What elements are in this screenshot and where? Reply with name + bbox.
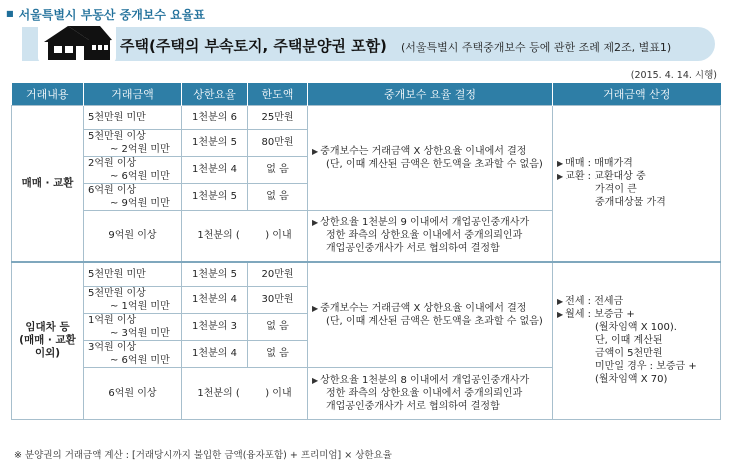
- arrow-icon: ▶: [557, 172, 564, 182]
- amount-cell: 6억원 이상: [84, 367, 182, 419]
- amount-cell: 6억원 이상 ~ 9억원 미만: [84, 183, 182, 210]
- limit-cell: 20만원: [248, 262, 308, 286]
- decision-cell: ▶ 중개보수는 거래금액 X 상한요율 이내에서 결정 (단, 이때 계산된 금액은 한도액을 초과할 수 없음): [308, 105, 553, 210]
- header-limit: 한도액: [248, 83, 308, 105]
- header-amount: 거래금액: [84, 83, 182, 105]
- page-title: [6, 6, 205, 23]
- table-row: [12, 262, 721, 286]
- table-row: [12, 105, 721, 129]
- rate-cell: 1천분의 4: [182, 156, 248, 183]
- limit-cell: 없 음: [248, 313, 308, 340]
- banner-title: 주택(주택의 부속토지, 주택분양권 포함): [120, 37, 387, 55]
- amount-cell: 9억원 이상: [84, 210, 182, 262]
- rate-cell: 1천분의 3: [182, 313, 248, 340]
- header-decision: 중개보수 요율 결정: [308, 83, 553, 105]
- limit-cell: 30만원: [248, 286, 308, 313]
- rate-cell: 1천분의 6: [182, 105, 248, 129]
- table-header-row: [12, 83, 721, 105]
- amount-cell: 1억원 이상 ~ 3억원 미만: [84, 313, 182, 340]
- limit-cell: 없 음: [248, 340, 308, 367]
- amount-cell: 5천만원 이상 ~ 2억원 미만: [84, 129, 182, 156]
- amount-cell: 5천만원 이상 ~ 1억원 미만: [84, 286, 182, 313]
- amount-cell: 5천만원 미만: [84, 262, 182, 286]
- decision-cell: ▶ 상한요율 1천분의 9 이내에서 개업공인중개사가 정한 좌측의 상한요율 이내에서 중개의뢰인과 개업공인중개사가 서로 협의하여 결정함: [308, 210, 553, 262]
- header-calculation: 거래금액 산정: [553, 83, 721, 105]
- arrow-icon: ▶: [312, 375, 319, 385]
- calculation-cell: ▶ 매매 : 매매가격 ▶ 교환 : 교환대상 중 가격이 큰 중개대상물 가격: [553, 105, 721, 262]
- rate-cell: 1천분의 ( ) 이내: [182, 367, 308, 419]
- limit-cell: 없 음: [248, 183, 308, 210]
- rate-cell: 1천분의 5: [182, 129, 248, 156]
- amount-cell: 5천만원 미만: [84, 105, 182, 129]
- amount-cell: 3억원 이상 ~ 6억원 미만: [84, 340, 182, 367]
- rate-cell: 1천분의 4: [182, 340, 248, 367]
- footnote: ※ 분양권의 거래금액 계산 : [거래당시까지 불입한 금액(융자포함) + 프리미엄] × 상한요율: [14, 450, 392, 461]
- rate-cell: 1천분의 5: [182, 183, 248, 210]
- category-sale: 매매 · 교환: [12, 105, 84, 262]
- page-title-text: 서울특별시 부동산 중개보수 요율표: [18, 8, 205, 22]
- calculation-cell: ▶ 전세 : 전세금 ▶ 월세 : 보증금 + (월차임액 X 100). 단, 이때 계산된 금액이 5천만원 미만일 경우 : 보증금 + (월차임액 X 70): [553, 262, 721, 419]
- rate-cell: 1천분의 4: [182, 286, 248, 313]
- limit-cell: 80만원: [248, 129, 308, 156]
- house-icon: [38, 22, 116, 62]
- decision-cell: ▶ 상한요율 1천분의 8 이내에서 개업공인중개사가 정한 좌측의 상한요율 이내에서 중개의뢰인과 개업공인중개사가 서로 협의하여 결정함: [308, 367, 553, 419]
- header-rate: 상한요율: [182, 83, 248, 105]
- bullet-icon: ■: [6, 9, 14, 18]
- banner-subtitle: (서울특별시 주택중개보수 등에 관한 조례 제2조, 별표1): [401, 41, 672, 54]
- arrow-icon: ▶: [312, 218, 319, 228]
- limit-cell: 없 음: [248, 156, 308, 183]
- arrow-icon: ▶: [312, 146, 319, 156]
- rate-cell: 1천분의 ( ) 이내: [182, 210, 308, 262]
- rate-cell: 1천분의 5: [182, 262, 248, 286]
- amount-cell: 2억원 이상 ~ 6억원 미만: [84, 156, 182, 183]
- decision-cell: ▶ 중개보수는 거래금액 X 상한요율 이내에서 결정 (단, 이때 계산된 금액은 한도액을 초과할 수 없음): [308, 262, 553, 367]
- arrow-icon: ▶: [557, 310, 564, 320]
- effective-date: (2015. 4. 14. 시행): [630, 70, 717, 81]
- fee-table: [11, 83, 721, 420]
- header-category: 거래내용: [12, 83, 84, 105]
- category-lease: 임대차 등 (매매 · 교환 이외): [12, 262, 84, 419]
- arrow-icon: ▶: [557, 159, 564, 169]
- limit-cell: 25만원: [248, 105, 308, 129]
- arrow-icon: ▶: [312, 303, 319, 313]
- arrow-icon: ▶: [557, 297, 564, 307]
